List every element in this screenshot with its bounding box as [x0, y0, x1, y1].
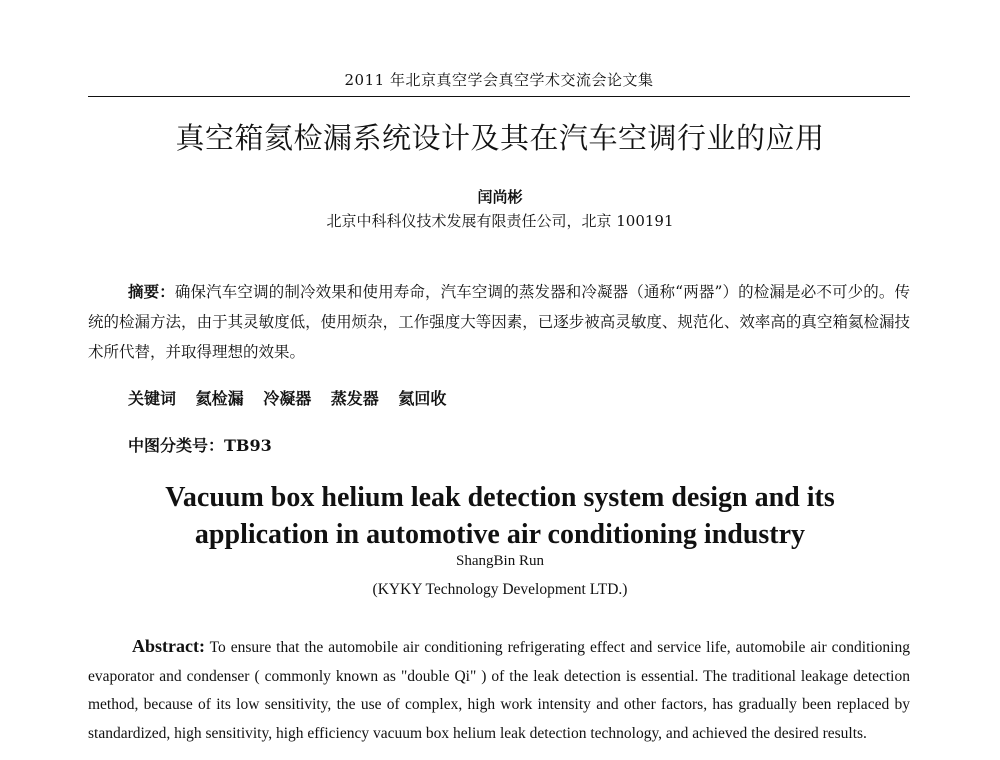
keyword-item: 蒸发器: [330, 389, 379, 408]
clc-label: 中图分类号：: [128, 436, 225, 455]
running-header: 2011 年北京真空学会真空学术交流会论文集: [344, 71, 654, 89]
clc-value: TB93: [224, 436, 272, 455]
english-affiliation: (KYKY Technology Development LTD.): [372, 581, 628, 598]
keywords-label: 关键词: [128, 389, 177, 408]
chinese-keywords: [128, 388, 460, 410]
english-title-line-1: Vacuum box helium leak detection system design and its: [165, 482, 835, 513]
english-author: ShangBin Run: [456, 553, 544, 569]
english-title: [0, 479, 1000, 553]
header-rule: [88, 96, 910, 97]
chinese-affiliation: 北京中科科仪技术发展有限责任公司，北京 100191: [326, 212, 674, 230]
chinese-abstract: [88, 277, 910, 367]
keyword-item: 冷凝器: [263, 389, 312, 408]
classification-number: [128, 435, 272, 457]
chinese-abstract-text: 确保汽车空调的制冷效果和使用寿命，汽车空调的蒸发器和冷凝器（通称“两器”）的检漏是必不可少的。传统的检漏方法，由于其灵敏度低，使用烦杂，工作强度大等因素，已逐步被高灵敏度、规范化、效率高的真空箱氦检漏技术所代替，并取得理想的效果。: [88, 283, 910, 361]
english-abstract-label: Abstract:: [132, 636, 205, 656]
chinese-author: 闰尚彬: [477, 188, 523, 206]
keyword-item: 氦检漏: [195, 389, 244, 408]
chinese-title: 真空箱氦检漏系统设计及其在汽车空调行业的应用: [175, 121, 825, 155]
english-abstract-text: To ensure that the automobile air conditioning refrigerating effect and service life, automobile air conditioning evaporator and condenser ( commonly known as "double Qi" ) of the leak detection is essential. The traditional leakage detection method, because of its low sensitivity, the use of complex, high work intensity and other factors, has gradually been replaced by standardized, high sensitivity, high efficiency vacuum box helium leak detection technology, and achieved the desired results.: [88, 639, 910, 742]
english-title-line-2: application in automotive air conditioning industry: [194, 519, 806, 550]
english-abstract: [88, 632, 910, 748]
keyword-item: 氦回收: [398, 389, 447, 408]
chinese-abstract-label: 摘要：: [128, 282, 175, 301]
